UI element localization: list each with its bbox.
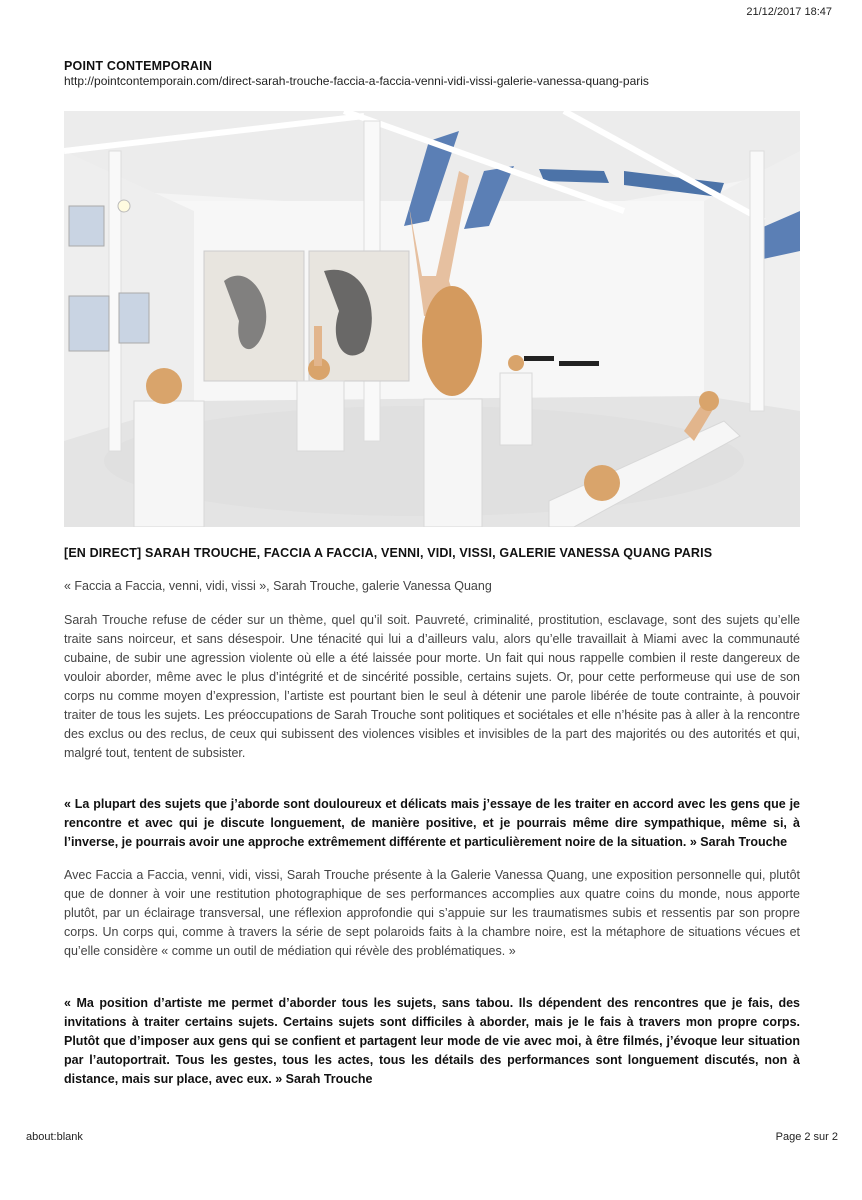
gallery-photo (64, 111, 800, 527)
print-datetime: 21/12/2017 18:47 (746, 6, 832, 18)
site-name: POINT CONTEMPORAIN (64, 59, 213, 73)
article-title: [EN DIRECT] SARAH TROUCHE, FACCIA A FACCIA, VENNI, VIDI, VISSI, GALERIE VANESSA QUANG PARIS (64, 546, 713, 560)
paragraph-1: Sarah Trouche refuse de céder sur un thème, quel qu’il soit. Pauvreté, criminalité, prostitution, esclavage, sont des sujets qu’elle traite sans noirceur, et sans désespoir. Une ténacité qui lui a d’ailleurs valu, alors qu’elle travaillait à Miami avec la communauté cubaine, de subir une agression violente où elle a été laissée pour morte. Un fait qui nous rappelle combien il reste dangereux de vouloir aborder, même avec le plus d’intégrité et de sincérité possible, certains sujets. Or, pour cette performeuse qui use de son corps nu comme moyen d’expression, l’artiste est pourtant bien le seul à détenir une parole libérée de toute contrainte, à pouvoir traiter de tous les sujets. Les préoccupations de Sarah Trouche sont politiques et sociétales et elle n’hésite pas à aller à la rencontre des exclus ou des reclus, de ceux qui subissent des violences visibles et invisibles de la part des majorités ou des autorités et qui, malgré tout, tentent de subsister. (64, 613, 800, 760)
article-subtitle: « Faccia a Faccia, venni, vidi, vissi », Sarah Trouche, galerie Vanessa Quang (64, 579, 492, 593)
source-url: http://pointcontemporain.com/direct-sarah-trouche-faccia-a-faccia-venni-vidi-vissi-galerie-vanessa-quang-paris (64, 74, 649, 88)
print-footer-location: about:blank (26, 1131, 83, 1143)
print-footer-page: Page 2 sur 2 (775, 1131, 838, 1143)
quote-2: « Ma position d’artiste me permet d’aborder tous les sujets, sans tabou. Ils dépendent des rencontres que je fais, des invitations à traiter certains sujets. Certains sujets sont difficiles à aborder, mais je le fais à travers mon propre corps. Plutôt que d’imposer aux gens qui se confient et partagent leur mode de vie avec moi, à être filmés, j’évoque leur situation par l’autoportrait. Tous les gestes, tous les actes, tous les détails des performances sont longuement discutés, non à distance, mais sur place, avec eux. » Sarah Trouche (64, 996, 800, 1086)
paragraph-2: Avec Faccia a Faccia, venni, vidi, vissi, Sarah Trouche présente à la Galerie Vanessa Quang, une exposition personnelle qui, plutôt que de donner à voir une restitution photographique de ses performances accomplies aux quatre coins du monde, nous apporte plutôt, par un éclairage transversal, une réflexion approfondie qui s’appuie sur les traumatismes subis et ressentis par son propre corps. Un corps qui, comme à travers la série de sept polaroids faits à la chambre noire, est la métaphore de situations vécues et qu’elle considère « comme un outil de médiation qui révèle des problématiques. » (64, 868, 800, 958)
quote-1: « La plupart des sujets que j’aborde sont douloureux et délicats mais j’essaye de les traiter en accord avec les gens que je rencontre et avec qui je discute longuement, de manière positive, et je pourrais même dire sympathique, même si, à l’inverse, je pourrais avoir une approche extrêmement différente et particulièrement noire de la situation. » Sarah Trouche (64, 797, 800, 849)
